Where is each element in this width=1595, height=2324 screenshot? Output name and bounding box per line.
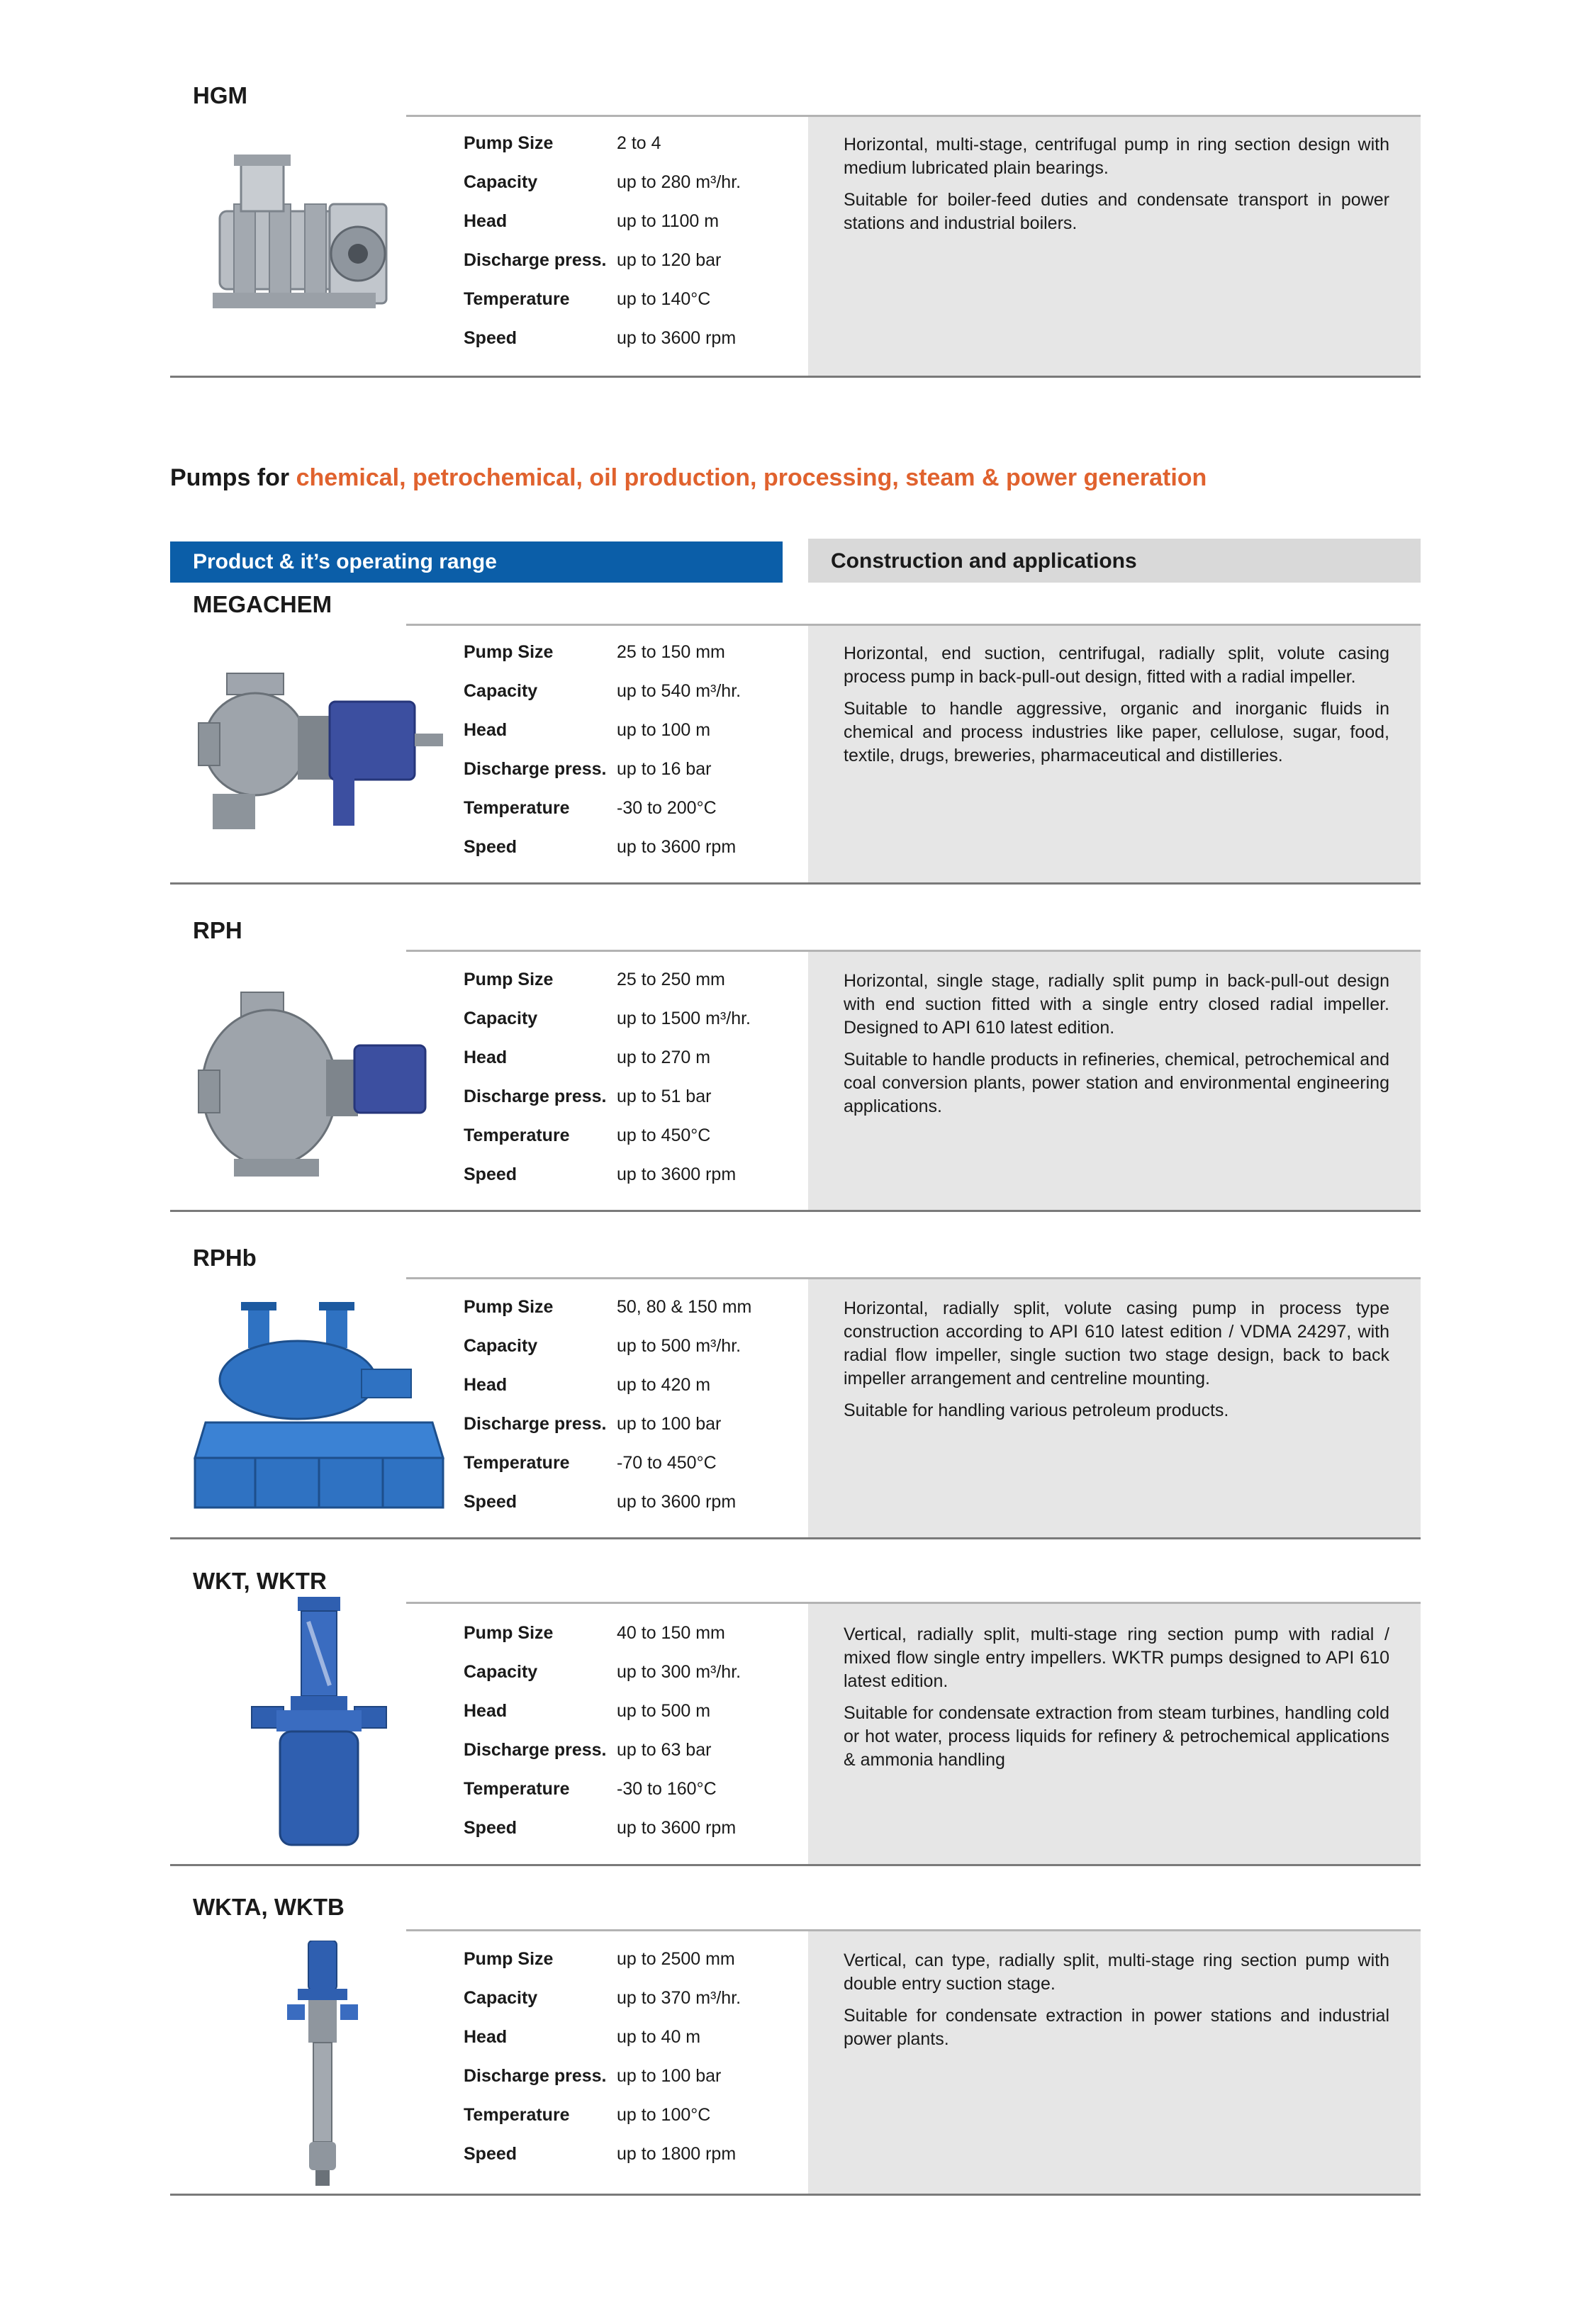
spec-value: up to 140°C [617,289,711,309]
spec-label: Temperature [464,798,570,818]
spec-label: Capacity [464,1009,538,1028]
product-block-wkta-wktb [170,1891,1421,2196]
spec-row [464,1453,804,1481]
spec-label: Speed [464,837,517,857]
spec-label: Discharge press. [464,250,607,270]
description-text: Vertical, radially split, multi-stage ring section pump with radial / mixed flow single entry impellers. WKTR pumps designed to API 610 latest edition. [844,1624,1389,1691]
product-name: RPH [193,917,242,943]
spec-row [464,133,804,162]
description-text: Suitable for boiler-feed duties and condensate transport in power stations and industrial boilers. [844,190,1389,233]
product-block-rphb [170,1242,1421,1539]
spec-row [464,1125,804,1154]
spec-row [464,798,804,826]
description-text: Suitable for condensate extraction from steam turbines, handling cold or hot water, process liquids for refinery & petrochemical applications & ammonia handling [844,1703,1389,1770]
description [844,1949,1389,2060]
section-title-highlight: chemical, petrochemical, oil production, processing, steam & power generation [296,464,1207,491]
spec-row [464,970,804,998]
spec-value: up to 120 bar [617,250,722,270]
product-block-megachem [170,588,1421,885]
spec-label: Temperature [464,1453,570,1473]
spec-label: Capacity [464,1662,538,1682]
spec-value: 50, 80 & 150 mm [617,1297,752,1317]
header-construction [808,539,1421,583]
spec-value: up to 40 m [617,2027,701,2047]
spec-row [464,250,804,279]
spec-row [464,1375,804,1403]
spec-value: -70 to 450°C [617,1453,717,1473]
spec-value: up to 3600 rpm [617,837,737,857]
spec-row [464,1336,804,1364]
hgm-pump-image [191,133,404,346]
spec-row [464,2105,804,2133]
section-title-prefix: Pumps for [170,464,296,491]
spec-row [464,1009,804,1037]
spec-label: Capacity [464,681,538,701]
spec-row [464,1164,804,1193]
rphb-pump-image [191,1298,447,1525]
spec-value: up to 3600 rpm [617,1818,737,1838]
spec-row [464,759,804,787]
spec-label: Discharge press. [464,2066,607,2086]
description [844,133,1389,244]
header-construction-label: Construction and applications [831,549,1137,573]
description [844,642,1389,776]
spec-value: up to 100 m [617,720,711,740]
spec-row [464,720,804,748]
spec-label: Discharge press. [464,759,607,779]
spec-row [464,1949,804,1977]
description-text: Horizontal, multi-stage, centrifugal pump in ring section design with medium lubricated plain bearings. [844,135,1389,178]
description-text: Horizontal, end suction, centrifugal, radially split, volute casing process pump in back-pull-out design, fitted with a radial impeller. [844,644,1389,687]
megachem-pump-image [191,659,447,851]
spec-row [464,1623,804,1651]
rph-pump-image [191,985,432,1191]
spec-value: up to 100 bar [617,1414,722,1434]
description [844,1623,1389,1780]
spec-value: up to 3600 rpm [617,1164,737,1184]
spec-value: up to 2500 mm [617,1949,735,1969]
spec-value: -30 to 160°C [617,1779,717,1799]
spec-label: Discharge press. [464,1087,607,1106]
spec-label: Speed [464,1818,517,1838]
spec-value: up to 500 m³/hr. [617,1336,741,1356]
wkta-pump-image [276,1941,369,2189]
description-text: Suitable for handling various petroleum products. [844,1400,1229,1420]
spec-value: up to 51 bar [617,1087,712,1106]
description-text: Horizontal, radially split, volute casing pump in process type construction according to API 610 latest edition / VDMA 24297, with radial flow impeller, single suction two stage design, back to back impeller arrangement and centreline mounting. [844,1298,1389,1388]
description-text: Suitable to handle products in refineries, chemical, petrochemical and coal conversion plants, power station and environmental engineering applications. [844,1050,1389,1116]
spec-row [464,1818,804,1846]
spec-label: Pump Size [464,642,554,662]
spec-value: up to 450°C [617,1125,711,1145]
spec-label: Pump Size [464,970,554,989]
description-text: Horizontal, single stage, radially split pump in back-pull-out design with end suction fitted with a single entry closed radial impeller. Designed to API 610 latest edition. [844,971,1389,1038]
spec-value: up to 3600 rpm [617,328,737,348]
spec-label: Discharge press. [464,1740,607,1760]
spec-row [464,1492,804,1520]
spec-row [464,681,804,709]
spec-label: Temperature [464,289,570,309]
spec-row [464,1662,804,1690]
spec-label: Capacity [464,172,538,192]
spec-label: Head [464,1701,508,1721]
header-product-range [170,541,783,583]
spec-value: up to 500 m [617,1701,711,1721]
divider [170,1864,1421,1866]
spec-row [464,2027,804,2055]
spec-value: up to 1800 rpm [617,2144,737,2164]
spec-value: up to 1100 m [617,211,720,231]
spec-row [464,289,804,318]
divider [170,2194,1421,2196]
spec-value: -30 to 200°C [617,798,717,818]
spec-label: Pump Size [464,1623,554,1643]
spec-row [464,1048,804,1076]
spec-value: up to 63 bar [617,1740,712,1760]
spec-label: Head [464,1375,508,1395]
spec-row [464,328,804,357]
spec-row [464,172,804,201]
spec-row [464,1740,804,1768]
spec-row [464,642,804,670]
divider [170,1210,1421,1212]
spec-label: Pump Size [464,1949,554,1969]
wkt-pump-image [248,1593,390,1856]
spec-label: Discharge press. [464,1414,607,1434]
description-text: Suitable for condensate extraction in power stations and industrial power plants. [844,2006,1389,2049]
spec-label: Head [464,720,508,740]
spec-label: Capacity [464,1988,538,2008]
spec-value: 25 to 250 mm [617,970,725,989]
product-name: HGM [193,82,247,108]
spec-row [464,837,804,865]
description [844,970,1389,1127]
spec-row [464,1701,804,1729]
spec-row [464,2066,804,2094]
spec-label: Speed [464,328,517,348]
spec-label: Temperature [464,2105,570,2125]
spec-label: Head [464,1048,508,1067]
spec-value: up to 100°C [617,2105,711,2125]
spec-value: up to 420 m [617,1375,711,1395]
spec-label: Pump Size [464,1297,554,1317]
product-name: MEGACHEM [193,591,332,617]
spec-row [464,1087,804,1115]
spec-label: Capacity [464,1336,538,1356]
description [844,1297,1389,1431]
spec-row [464,1988,804,2016]
product-block-hgm [170,77,1421,378]
product-name: WKT, WKTR [193,1568,327,1594]
spec-label: Temperature [464,1779,570,1799]
product-block-rph [170,914,1421,1212]
description-text: Suitable to handle aggressive, organic and inorganic fluids in chemical and process industries like paper, cellulose, sugar, food, textile, drugs, breweries, pharmaceutical and distilleries. [844,699,1389,765]
spec-value: up to 300 m³/hr. [617,1662,741,1682]
spec-label: Head [464,211,508,231]
divider [170,882,1421,885]
spec-row [464,1414,804,1442]
spec-value: up to 370 m³/hr. [617,1988,741,2008]
spec-row [464,2144,804,2172]
spec-value: up to 540 m³/hr. [617,681,741,701]
spec-value: 2 to 4 [617,133,661,153]
product-name: RPHb [193,1245,257,1271]
spec-label: Speed [464,1164,517,1184]
spec-row [464,1779,804,1807]
divider [170,1537,1421,1539]
header-product-range-label: Product & it’s operating range [193,550,497,573]
section-title [170,464,1207,492]
spec-value: 25 to 150 mm [617,642,725,662]
divider [170,376,1421,378]
spec-label: Temperature [464,1125,570,1145]
spec-row [464,1297,804,1325]
spec-value: up to 100 bar [617,2066,722,2086]
spec-label: Head [464,2027,508,2047]
spec-value: up to 280 m³/hr. [617,172,741,192]
spec-label: Speed [464,2144,517,2164]
product-name: WKTA, WKTB [193,1894,345,1920]
spec-value: up to 16 bar [617,759,712,779]
spec-value: up to 3600 rpm [617,1492,737,1512]
spec-value: up to 270 m [617,1048,711,1067]
spec-label: Speed [464,1492,517,1512]
spec-value: up to 1500 m³/hr. [617,1009,751,1028]
spec-value: 40 to 150 mm [617,1623,725,1643]
product-block-wkt-wktr [170,1565,1421,1866]
description-text: Vertical, can type, radially split, multi-stage ring section pump with double entry suction stage. [844,1950,1389,1994]
spec-row [464,211,804,240]
spec-label: Pump Size [464,133,554,153]
